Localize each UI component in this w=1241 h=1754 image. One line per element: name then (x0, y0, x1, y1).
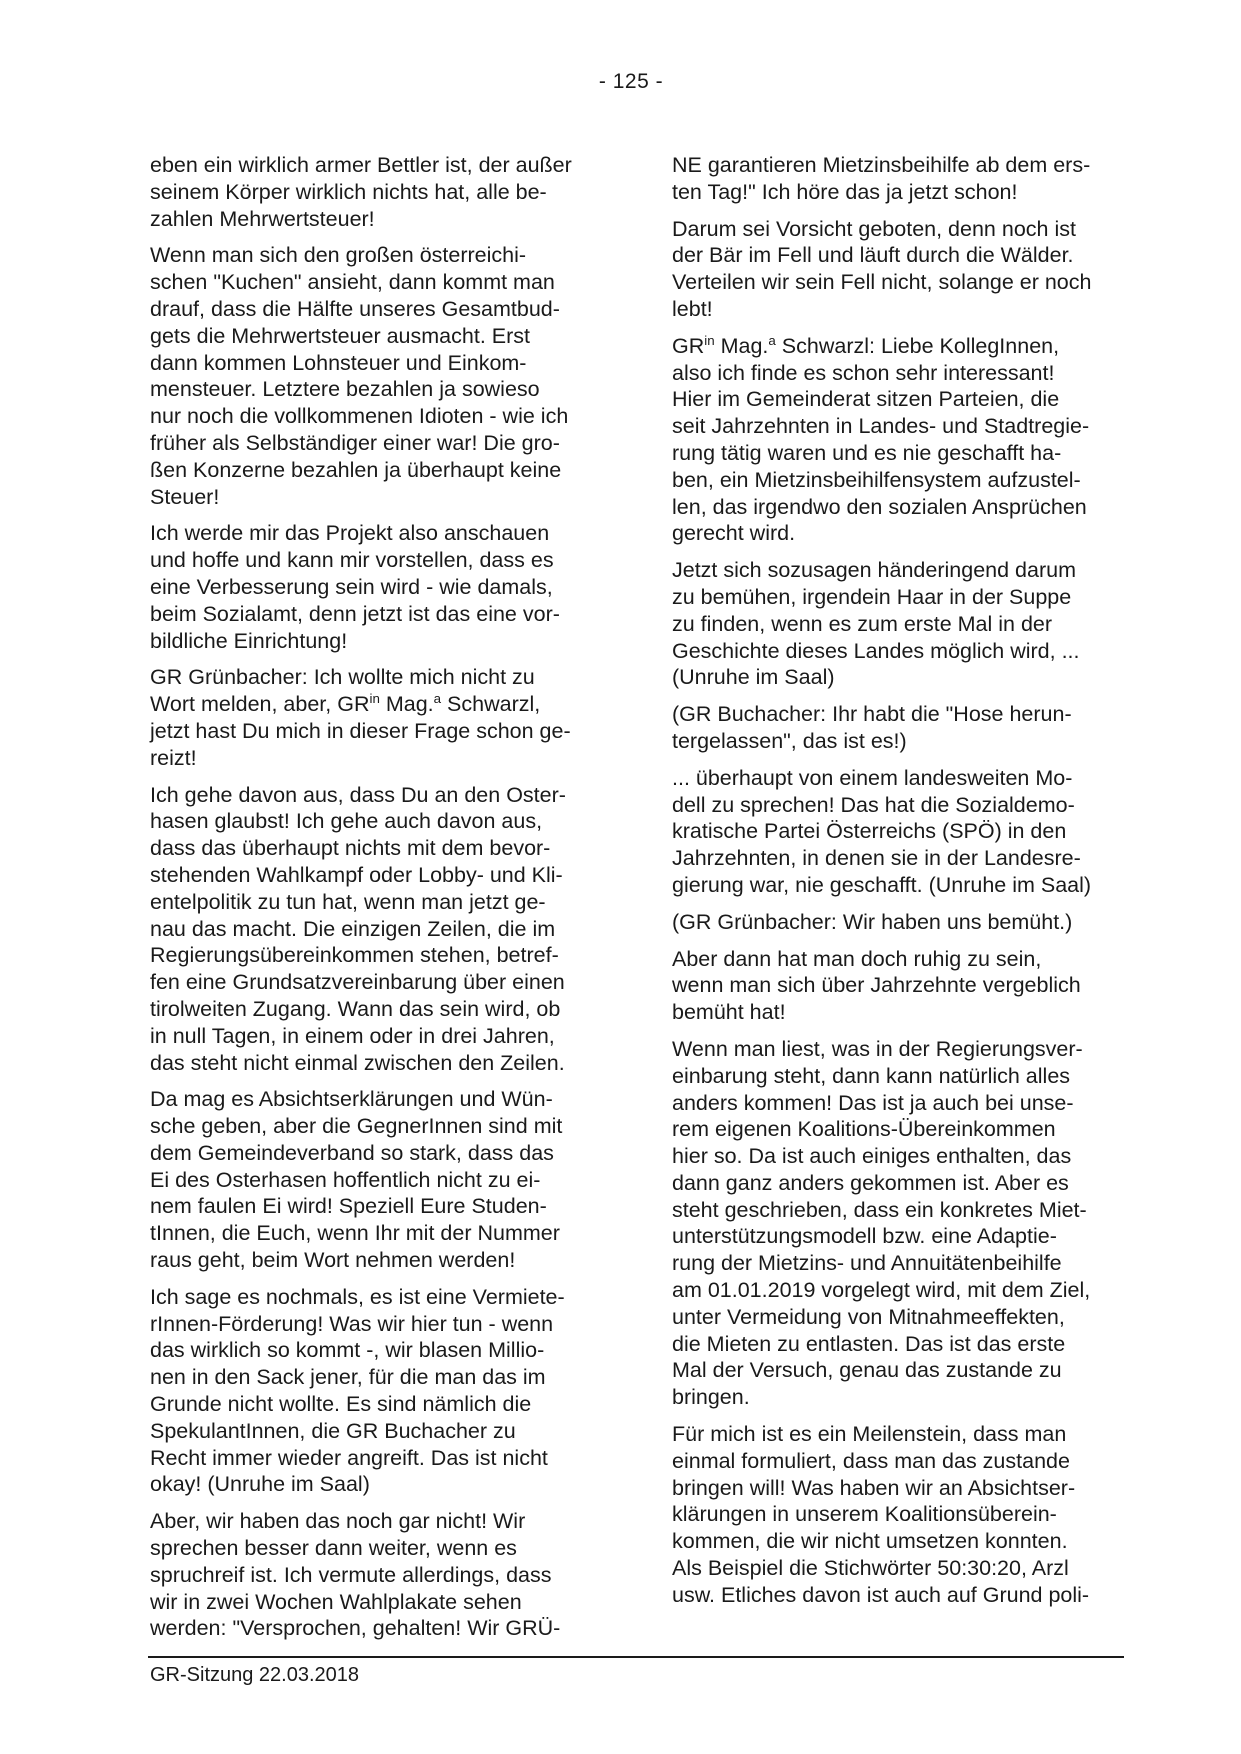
text-line: spruchreif ist. Ich vermute allerdings, dass (150, 1562, 552, 1587)
text-line: unterstützungsmodell bzw. eine Adaptie- (672, 1224, 1057, 1249)
text-line: bildliche Einrichtung! (150, 628, 348, 653)
text-line: ben, ein Mietzinsbeihilfensystem aufzustel- (672, 467, 1081, 492)
text-line: $GR^{in}$ Mag.$^a$ Schwarzl: Liebe KollegInnen, (672, 332, 1060, 358)
text-line: Für mich ist es ein Meilenstein, dass man (672, 1422, 1067, 1447)
text-line: rung tätig waren und es nie geschafft ha- (672, 440, 1062, 465)
text-line: fen eine Grundsatzvereinbarung über einen (150, 970, 565, 995)
text-line: Hier im Gemeinderat sitzen Parteien, die (672, 387, 1060, 412)
text-line: Jahrzehnten, in denen sie in der Landesre- (672, 846, 1081, 871)
text-line: hier so. Da ist auch einiges enthalten, das (672, 1144, 1072, 1169)
text-line: drauf, dass die Hälfte unseres Gesamtbud- (150, 296, 560, 321)
text-line: unter Vermeidung von Mitnahmeeffekten, (672, 1304, 1065, 1329)
text-line: eine Verbesserung sein wird - wie damals, (150, 574, 553, 599)
text-line: Aber dann hat man doch ruhig zu sein, (672, 946, 1042, 971)
paragraph (672, 701, 1132, 755)
text-line: anders kommen! Das ist ja auch bei unse- (672, 1090, 1074, 1115)
text-line: Ich gehe davon aus, dass Du an den Oster- (150, 782, 566, 807)
text-line: mensteuer. Letztere bezahlen ja sowieso (150, 377, 540, 402)
paragraph (672, 909, 1132, 936)
text-line: also ich finde es schon sehr interessant! (672, 360, 1055, 385)
paragraph (150, 1086, 620, 1274)
text-line: GR Grünbacher: Ich wollte mich nicht zu (150, 665, 535, 690)
superscript: a (768, 332, 776, 348)
text-column-right (672, 152, 1132, 1619)
text-line: nur noch die vollkommenen Idioten - wie ich (150, 404, 569, 429)
text-line: dell zu sprechen! Das hat die Sozialdemo- (672, 792, 1075, 817)
text-line: Aber, wir haben das noch gar nicht! Wir (150, 1509, 526, 1534)
text-line: nen in den Sack jener, für die man das im (150, 1365, 546, 1390)
text-line: bemüht hat! (672, 1000, 786, 1025)
paragraph (150, 1284, 620, 1498)
text-line: Recht immer wieder angreift. Das ist nicht (150, 1445, 548, 1470)
paragraph (150, 664, 620, 771)
superscript: a (433, 690, 442, 706)
text-line: (Unruhe im Saal) (672, 665, 835, 690)
text-line: sprechen besser dann weiter, wenn es (150, 1536, 517, 1561)
text-line: nem faulen Ei wird! Speziell Eure Studen- (150, 1194, 547, 1219)
text-line: das wirklich so kommt -, wir blasen Millio- (150, 1338, 545, 1363)
text-line: in null Tagen, in einem oder in drei Jahren, (150, 1023, 555, 1048)
text-line: schen "Kuchen" ansieht, dann kommt man (150, 270, 555, 295)
paragraph (672, 765, 1132, 899)
text-line: bringen. (672, 1385, 750, 1410)
footer-divider (148, 1656, 1124, 1658)
text-line: Wenn man sich den großen österreichi- (150, 243, 527, 268)
text-line: okay! (Unruhe im Saal) (150, 1472, 370, 1497)
text-line: Ei des Osterhasen hoffentlich nicht zu ei- (150, 1167, 541, 1192)
text-line: (GR Buchacher: Ihr habt die "Hose herun- (672, 702, 1072, 727)
paragraph (150, 520, 620, 654)
text-line: kratische Partei Österreichs (SPÖ) in den (672, 819, 1067, 844)
text-line: Da mag es Absichtserklärungen und Wün- (150, 1087, 553, 1112)
text-line: klärungen in unserem Koalitionsüberein- (672, 1502, 1057, 1527)
paragraph (672, 152, 1132, 206)
text-line: len, das irgendwo den sozialen Ansprüchen (672, 494, 1087, 519)
text-line: einbarung steht, dann kann natürlich alles (672, 1063, 1071, 1088)
text-line: gierung war, nie geschafft. (Unruhe im Saal) (672, 872, 1092, 897)
text-line: usw. Etliches davon ist auch auf Grund poli- (672, 1582, 1090, 1607)
paragraph (672, 1421, 1132, 1609)
text-line: rung der Mietzins- und Annuitätenbeihilfe (672, 1251, 1062, 1276)
text-line: (GR Grünbacher: Wir haben uns bemüht.) (672, 909, 1073, 934)
text-line: Geschichte dieses Landes möglich wird, ... (672, 638, 1080, 663)
text-line: Wort melden, aber, $GR^{in}$ Mag.$^a$ Schwarzl, (150, 690, 541, 717)
paragraph (150, 1508, 620, 1642)
text-line: gerecht wird. (672, 521, 796, 546)
text-line: stehenden Wahlkampf oder Lobby- und Kli- (150, 862, 563, 887)
text-line: tInnen, die Euch, wenn Ihr mit der Nummer (150, 1221, 560, 1246)
text-line: einmal formuliert, dass man das zustande (672, 1448, 1070, 1473)
superscript: in (369, 690, 380, 706)
paragraph (672, 216, 1132, 323)
text-line: entelpolitik zu tun hat, wenn man jetzt ge- (150, 889, 546, 914)
text-line: Wenn man liest, was in der Regierungsver- (672, 1036, 1083, 1061)
superscript: in (704, 332, 715, 348)
text-line: Verteilen wir sein Fell nicht, solange er noch (672, 270, 1092, 295)
text-line: raus geht, beim Wort nehmen werden! (150, 1248, 516, 1273)
text-line: tirolweiten Zugang. Wann das sein wird, ob (150, 996, 561, 1021)
text-line: Ich werde mir das Projekt also anschauen (150, 521, 550, 546)
text-line: seinem Körper wirklich nichts hat, alle be- (150, 179, 547, 204)
text-column-left (150, 152, 620, 1652)
text-line: Steuer! (150, 484, 220, 509)
text-line: Jetzt sich sozusagen händeringend darum (672, 558, 1076, 583)
text-line: früher als Selbständiger einer war! Die gro- (150, 430, 560, 455)
text-line: eben ein wirklich armer Bettler ist, der außer (150, 153, 572, 177)
text-line: am 01.01.2019 vorgelegt wird, mit dem Ziel, (672, 1278, 1091, 1303)
text-line: gets die Mehrwertsteuer ausmacht. Erst (150, 323, 530, 348)
text-line: Grunde nicht wollte. Es sind nämlich die (150, 1392, 532, 1417)
text-line: hasen glaubst! Ich gehe auch davon aus, (150, 809, 543, 834)
text-line: sche geben, aber die GegnerInnen sind mit (150, 1114, 563, 1139)
paragraph (672, 333, 1132, 547)
text-line: seit Jahrzehnten in Landes- und Stadtregie- (672, 414, 1090, 439)
text-line: zu bemühen, irgendein Haar in der Suppe (672, 584, 1072, 609)
text-line: beim Sozialamt, denn jetzt ist das eine vor- (150, 601, 560, 626)
text-line: Mal der Versuch, genau das zustande zu (672, 1358, 1062, 1383)
text-line: zahlen Mehrwertsteuer! (150, 206, 375, 231)
text-line: wenn man sich über Jahrzehnte vergeblich (672, 973, 1081, 998)
text-line: dann ganz anders gekommen ist. Aber es (672, 1170, 1069, 1195)
text-line: jetzt hast Du mich in dieser Frage schon ge- (150, 718, 571, 743)
text-line: rInnen-Förderung! Was wir hier tun - wenn (150, 1311, 554, 1336)
text-line: Regierungsübereinkommen stehen, betref- (150, 943, 559, 968)
text-line: tergelassen", das ist es!) (672, 728, 907, 753)
text-line: rem eigenen Koalitions-Übereinkommen (672, 1117, 1056, 1142)
text-line: ... überhaupt von einem landesweiten Mo- (672, 765, 1073, 790)
paragraph (150, 242, 620, 510)
text-line: reizt! (150, 745, 197, 770)
text-line: Ich sage es nochmals, es ist eine Vermiete- (150, 1284, 565, 1309)
text-line: SpekulantInnen, die GR Buchacher zu (150, 1418, 516, 1443)
text-line: das steht nicht einmal zwischen den Zeilen. (150, 1050, 565, 1075)
text-line: ten Tag!" Ich höre das ja jetzt schon! (672, 179, 1018, 204)
paragraph (672, 1036, 1132, 1411)
paragraph (150, 152, 620, 232)
text-line: dem Gemeindeverband so stark, dass das (150, 1140, 554, 1165)
page-number: - 125 - (598, 70, 664, 93)
text-line: lebt! (672, 296, 713, 321)
text-line: nau das macht. Die einzigen Zeilen, die im (150, 916, 556, 941)
text-line: NE garantieren Mietzinsbeihilfe ab dem ers- (672, 153, 1091, 177)
text-line: steht geschrieben, dass ein konkretes Miet- (672, 1197, 1087, 1222)
text-line: kommen, die wir nicht umsetzen konnten. (672, 1529, 1068, 1554)
text-line: und hoffe und kann mir vorstellen, dass es (150, 548, 554, 573)
paragraph (672, 946, 1132, 1026)
text-line: die Mieten zu entlasten. Das ist das erste (672, 1331, 1066, 1356)
paragraph (672, 557, 1132, 691)
footer-session-label: GR-Sitzung 22.03.2018 (150, 1664, 360, 1686)
text-line: dann kommen Lohnsteuer und Einkom- (150, 350, 527, 375)
text-line: wir in zwei Wochen Wahlplakate sehen (150, 1589, 522, 1614)
text-line: zu finden, wenn es zum erste Mal in der (672, 611, 1053, 636)
text-line: ßen Konzerne bezahlen ja überhaupt keine (150, 457, 562, 482)
paragraph (150, 782, 620, 1077)
text-line: dass das überhaupt nichts mit dem bevor- (150, 836, 551, 861)
text-line: bringen will! Was haben wir an Absichtser- (672, 1475, 1076, 1500)
text-line: Als Beispiel die Stichwörter 50:30:20, Arzl (672, 1556, 1069, 1581)
text-line: werden: "Versprochen, gehalten! Wir GRÜ- (150, 1616, 561, 1641)
text-line: Darum sei Vorsicht geboten, denn noch ist (672, 216, 1076, 241)
text-line: der Bär im Fell und läuft durch die Wälder. (672, 243, 1074, 268)
